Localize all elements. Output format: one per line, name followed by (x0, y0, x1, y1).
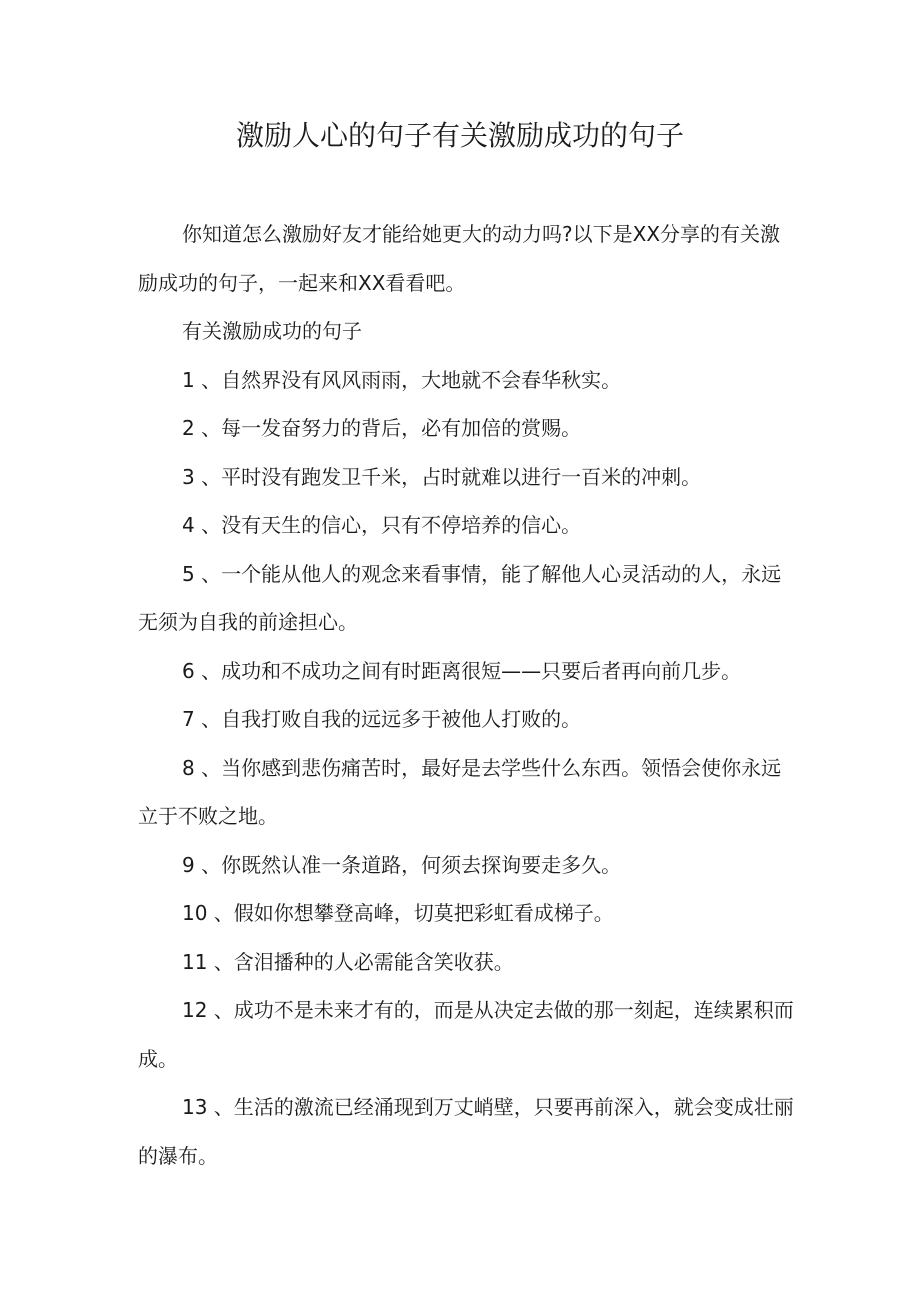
quote-item-3: 3 、平时没有跑发卫千米，占时就难以进行一百米的冲刺。 (182, 464, 702, 489)
quote-item-13: 13 、生活的激流已经涌现到万丈峭壁，只要再前深入，就会变成壮丽的瀑布。 (138, 1095, 794, 1168)
quote-item-9: 9 、你既然认准一条道路，何须去探询要走多久。 (182, 852, 622, 877)
quote-item-12: 12 、成功不是未来才有的，而是从决定去做的那一刻起，连续累积而成。 (138, 998, 794, 1071)
document-body (138, 210, 798, 1180)
quote-item-4: 4 、没有天生的信心，只有不停培养的信心。 (182, 513, 582, 537)
quote-item-2: 2 、每一发奋努力的背后，必有加倍的赏赐。 (182, 416, 582, 440)
quote-item-6: 6 、成功和不成功之间有时距离很短——只要后者再向前几步。 (182, 658, 742, 683)
quote-item-10: 10 、假如你想攀登高峰，切莫把彩虹看成梯子。 (182, 901, 614, 925)
quote-item-1: 1 、自然界没有风风雨雨，大地就不会春华秋实。 (182, 367, 622, 392)
quote-item-5: 5 、一个能从他人的观念来看事情，能了解他人心灵活动的人，永远无须为自我的前途担心。 (138, 561, 782, 634)
quote-item-7: 7 、自我打败自我的远远多于被他人打败的。 (182, 707, 582, 731)
document-title: 激励人心的句子有关激励成功的句子 (235, 119, 684, 152)
quote-item-11: 11 、含泪播种的人必需能含笑收获。 (182, 949, 514, 974)
intro-paragraph: 你知道怎么激励好友才能给她更大的动力吗?以下是XX分享的有关激励成功的句子，一起来和XX看看吧。 (138, 222, 781, 295)
section-heading: 有关激励成功的句子 (182, 319, 362, 343)
quote-item-8: 8 、当你感到悲伤痛苦时，最好是去学些什么东西。领悟会使你永远立于不败之地。 (138, 755, 782, 828)
